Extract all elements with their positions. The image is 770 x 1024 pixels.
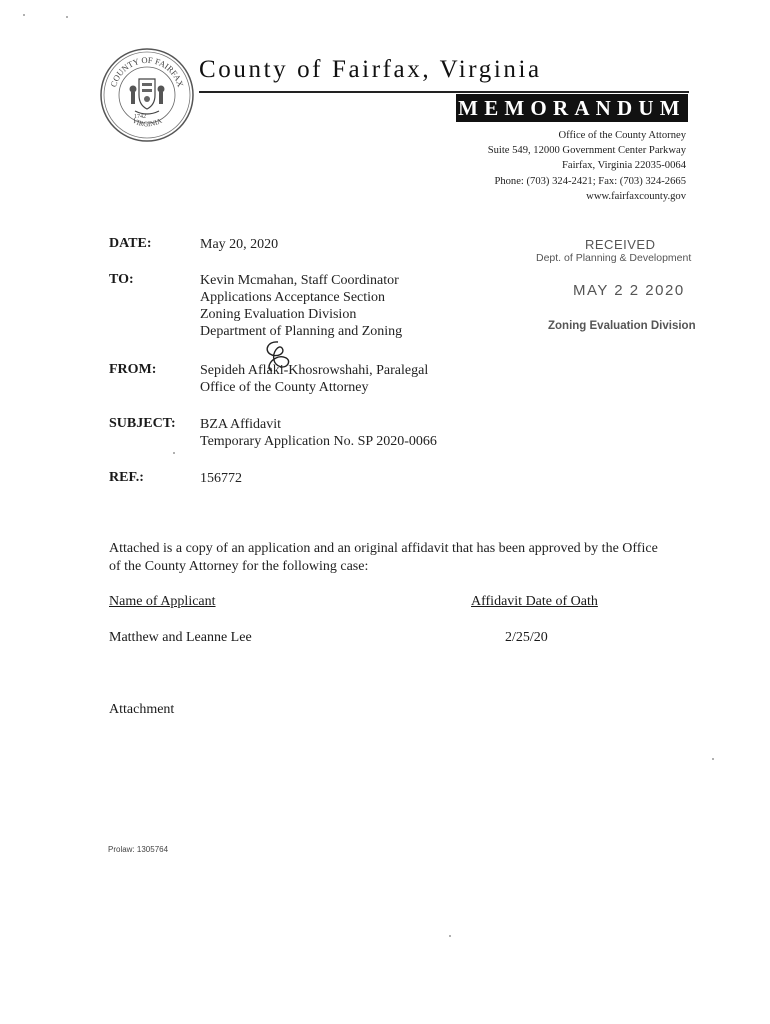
office-website: www.fairfaxcounty.gov <box>586 190 686 202</box>
to-line: Applications Acceptance Section <box>200 290 386 305</box>
from-line: Sepideh Aflaki-Khosrowshahi, Paralegal <box>200 363 429 378</box>
scan-speck <box>712 758 714 760</box>
memorandum-banner: MEMORANDUM <box>456 94 688 122</box>
county-seal-icon <box>99 47 195 143</box>
to-line: Zoning Evaluation Division <box>200 307 357 322</box>
subject-label: SUBJECT: <box>109 416 176 431</box>
header-rule <box>199 91 689 93</box>
to-line: Kevin Mcmahan, Staff Coordinator <box>200 273 399 288</box>
office-line: Office of the County Attorney <box>558 130 686 141</box>
stamp-dept: Dept. of Planning & Development <box>536 252 692 264</box>
county-title: County of Fairfax, Virginia <box>199 56 542 83</box>
ref-value: 156772 <box>200 471 242 486</box>
stamp-date: MAY 2 2 2020 <box>573 282 685 299</box>
from-line: Office of the County Attorney <box>200 380 369 395</box>
ref-label: REF.: <box>109 470 144 485</box>
stamp-division: Zoning Evaluation Division <box>548 320 696 332</box>
seal-year: 1742 <box>134 114 146 120</box>
date-value: May 20, 2020 <box>200 237 279 252</box>
subject-block <box>200 416 437 450</box>
office-line: Phone: (703) 324-2421; Fax: (703) 324-2665 <box>494 175 686 187</box>
seal-top-text: COUNTY OF FAIRFAX <box>108 54 186 89</box>
office-address-block <box>488 128 686 204</box>
to-label: TO: <box>109 272 134 287</box>
prolaw-reference: Prolaw: 1305764 <box>108 845 169 854</box>
body-paragraph: Attached is a copy of an application and an original affidavit that has been approved by the Office of the County Attorney for the following case: <box>109 541 658 574</box>
attachment-note: Attachment <box>109 702 175 717</box>
to-block <box>200 272 402 340</box>
from-block <box>200 362 428 396</box>
office-line: Fairfax, Virginia 22035-0064 <box>561 160 686 172</box>
seal-bottom-text: VIRGINIA <box>130 116 164 129</box>
oath-date: 2/25/20 <box>505 630 548 645</box>
from-label: FROM: <box>109 362 157 377</box>
office-line: Suite 549, 12000 Government Center Parkway <box>487 145 686 157</box>
scan-speck <box>23 14 25 16</box>
subject-line: Temporary Application No. SP 2020-0066 <box>200 434 437 449</box>
scan-speck <box>449 935 451 937</box>
date-label: DATE: <box>109 236 152 251</box>
stamp-received: RECEIVED <box>585 237 656 252</box>
name-of-applicant-header: Name of Applicant <box>109 594 216 609</box>
to-line: Department of Planning and Zoning <box>200 324 403 339</box>
applicant-name: Matthew and Leanne Lee <box>109 630 252 645</box>
subject-line: BZA Affidavit <box>200 417 282 432</box>
affidavit-date-header: Affidavit Date of Oath <box>471 594 598 609</box>
scan-speck <box>66 16 68 18</box>
scan-speck <box>173 452 175 454</box>
